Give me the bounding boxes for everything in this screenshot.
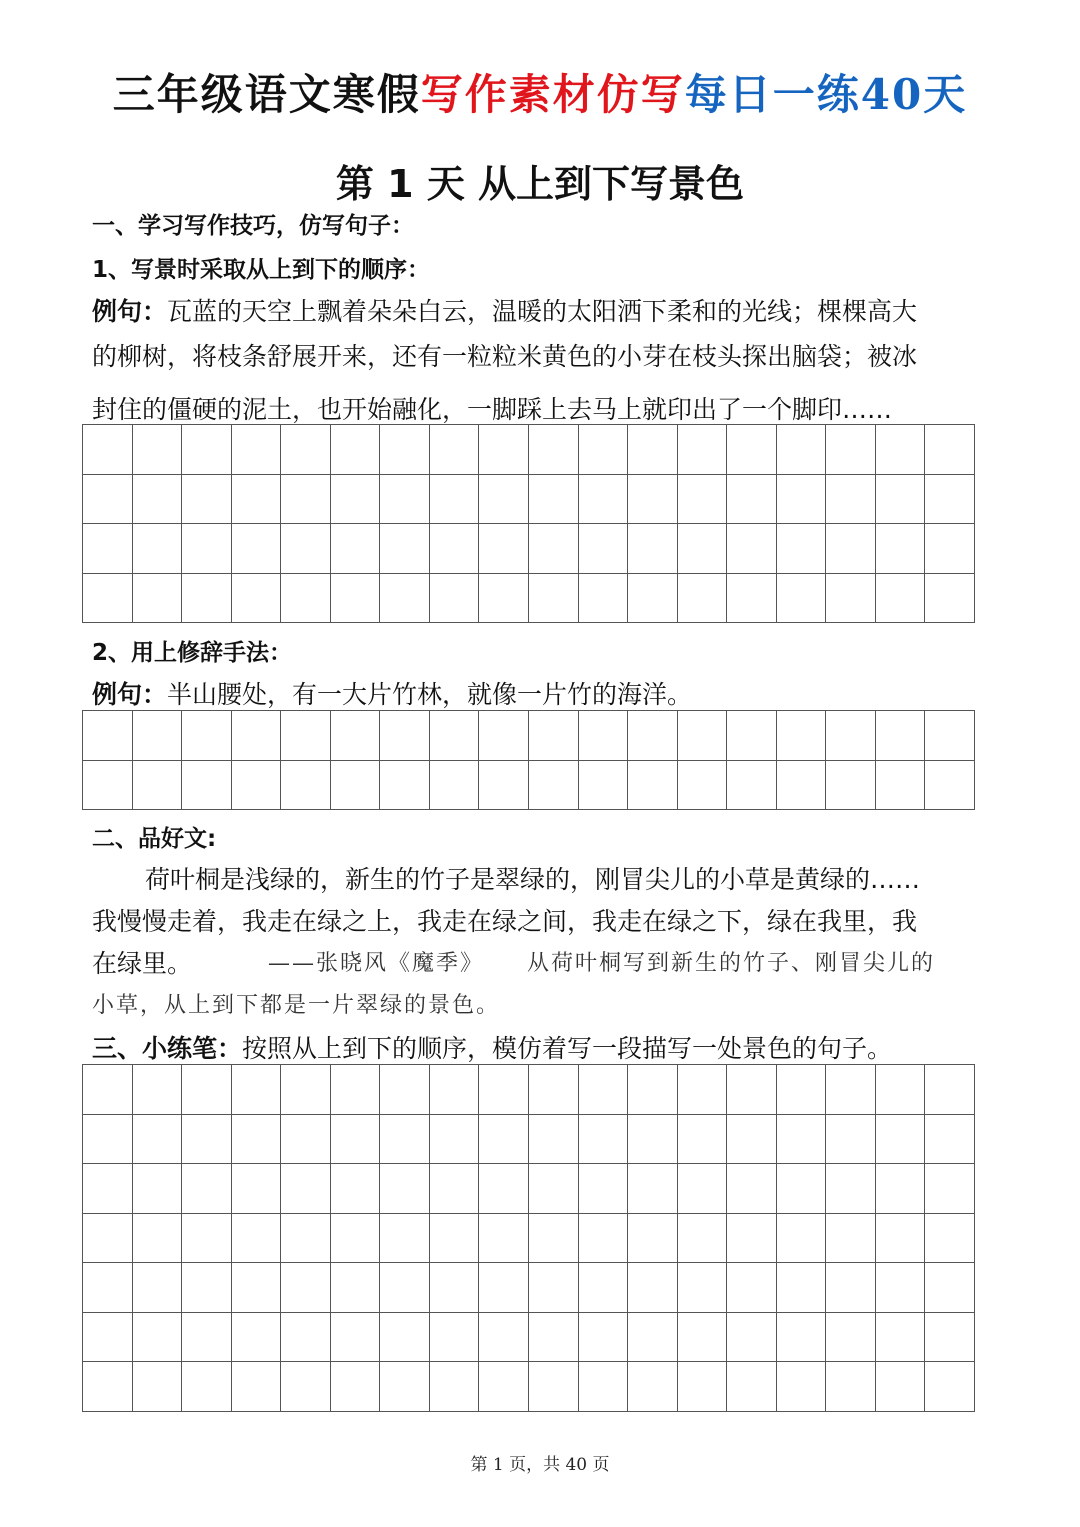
grid-cell[interactable] bbox=[182, 524, 232, 574]
example-label: 例句： bbox=[92, 680, 168, 709]
grid-cell[interactable] bbox=[380, 1214, 430, 1264]
grid-cell[interactable] bbox=[876, 475, 926, 525]
grid-cell[interactable] bbox=[430, 1164, 480, 1214]
grid-cell[interactable] bbox=[777, 1263, 827, 1313]
grid-cell[interactable] bbox=[83, 1164, 133, 1214]
writing-grid-3[interactable] bbox=[82, 1064, 975, 1412]
grid-cell[interactable] bbox=[479, 1214, 529, 1264]
grid-cell[interactable] bbox=[133, 475, 183, 525]
grid-cell[interactable] bbox=[579, 1214, 629, 1264]
grid-cell[interactable] bbox=[777, 475, 827, 525]
grid-cell[interactable] bbox=[876, 1214, 926, 1264]
grid-cell[interactable] bbox=[380, 425, 430, 475]
grid-cell[interactable] bbox=[727, 761, 777, 811]
grid-cell[interactable] bbox=[826, 1065, 876, 1115]
grid-cell[interactable] bbox=[727, 1362, 777, 1412]
grid-cell[interactable] bbox=[529, 1362, 579, 1412]
grid-cell[interactable] bbox=[579, 1263, 629, 1313]
grid-cell[interactable] bbox=[133, 1313, 183, 1363]
grid-cell[interactable] bbox=[529, 1065, 579, 1115]
grid-cell[interactable] bbox=[479, 574, 529, 624]
grid-cell[interactable] bbox=[83, 1362, 133, 1412]
grid-cell[interactable] bbox=[727, 1115, 777, 1165]
grid-cell[interactable] bbox=[678, 711, 728, 761]
grid-cell[interactable] bbox=[628, 1214, 678, 1264]
grid-cell[interactable] bbox=[678, 475, 728, 525]
grid-cell[interactable] bbox=[925, 1214, 975, 1264]
grid-cell[interactable] bbox=[232, 574, 282, 624]
grid-cell[interactable] bbox=[331, 1362, 381, 1412]
grid-cell[interactable] bbox=[826, 1164, 876, 1214]
grid-cell[interactable] bbox=[876, 524, 926, 574]
grid-cell[interactable] bbox=[380, 711, 430, 761]
grid-cell[interactable] bbox=[777, 524, 827, 574]
grid-cell[interactable] bbox=[529, 1115, 579, 1165]
grid-cell[interactable] bbox=[678, 1065, 728, 1115]
grid-cell[interactable] bbox=[826, 1263, 876, 1313]
grid-cell[interactable] bbox=[925, 425, 975, 475]
grid-cell[interactable] bbox=[678, 1313, 728, 1363]
grid-cell[interactable] bbox=[232, 475, 282, 525]
section2-heading: 二、品好文: bbox=[92, 826, 217, 852]
grid-cell[interactable] bbox=[281, 711, 331, 761]
grid-cell[interactable] bbox=[479, 1164, 529, 1214]
grid-cell[interactable] bbox=[133, 1214, 183, 1264]
grid-cell[interactable] bbox=[479, 475, 529, 525]
grid-cell[interactable] bbox=[628, 1115, 678, 1165]
grid-cell[interactable] bbox=[232, 425, 282, 475]
grid-cell[interactable] bbox=[826, 1214, 876, 1264]
grid-cell[interactable] bbox=[727, 1263, 777, 1313]
grid-cell[interactable] bbox=[727, 1065, 777, 1115]
section3-line bbox=[92, 1029, 892, 1065]
grid-cell[interactable] bbox=[133, 574, 183, 624]
grid-cell[interactable] bbox=[133, 761, 183, 811]
grid-cell[interactable] bbox=[777, 574, 827, 624]
commentary-line-2: 小草，从上到下都是一片翠绿的景色。 bbox=[92, 993, 501, 1018]
grid-cell[interactable] bbox=[182, 1313, 232, 1363]
grid-cell[interactable] bbox=[628, 711, 678, 761]
section3-instruction: 按照从上到下的顺序，模仿着写一段描写一处景色的句子。 bbox=[242, 1034, 893, 1063]
item2-example-line bbox=[92, 675, 692, 711]
grid-cell[interactable] bbox=[281, 761, 331, 811]
grid-cell[interactable] bbox=[430, 1313, 480, 1363]
grid-cell[interactable] bbox=[380, 1115, 430, 1165]
grid-cell[interactable] bbox=[678, 574, 728, 624]
grid-cell[interactable] bbox=[826, 1115, 876, 1165]
writing-grid-1[interactable] bbox=[82, 424, 975, 623]
grid-cell[interactable] bbox=[727, 425, 777, 475]
grid-cell[interactable] bbox=[628, 1313, 678, 1363]
grid-cell[interactable] bbox=[83, 761, 133, 811]
grid-cell[interactable] bbox=[281, 475, 331, 525]
grid-cell[interactable] bbox=[529, 1313, 579, 1363]
grid-cell[interactable] bbox=[529, 425, 579, 475]
grid-cell[interactable] bbox=[628, 1065, 678, 1115]
grid-cell[interactable] bbox=[380, 524, 430, 574]
grid-cell[interactable] bbox=[479, 1115, 529, 1165]
grid-cell[interactable] bbox=[281, 1362, 331, 1412]
grid-cell[interactable] bbox=[876, 1164, 926, 1214]
grid-cell[interactable] bbox=[83, 524, 133, 574]
grid-cell[interactable] bbox=[925, 1313, 975, 1363]
grid-cell[interactable] bbox=[628, 1362, 678, 1412]
grid-cell[interactable] bbox=[232, 1164, 282, 1214]
grid-cell[interactable] bbox=[579, 524, 629, 574]
grid-cell[interactable] bbox=[925, 1362, 975, 1412]
grid-cell[interactable] bbox=[529, 1164, 579, 1214]
example-text: 半山腰处，有一大片竹林，就像一片竹的海洋。 bbox=[167, 680, 693, 709]
grid-cell[interactable] bbox=[777, 761, 827, 811]
grid-cell[interactable] bbox=[876, 1115, 926, 1165]
grid-cell[interactable] bbox=[826, 574, 876, 624]
grid-cell[interactable] bbox=[727, 711, 777, 761]
grid-cell[interactable] bbox=[331, 574, 381, 624]
grid-cell[interactable] bbox=[727, 574, 777, 624]
grid-cell[interactable] bbox=[331, 761, 381, 811]
grid-cell[interactable] bbox=[83, 1065, 133, 1115]
title-part-2: 写作素材仿写 bbox=[420, 70, 685, 119]
section1-heading: 一、学习写作技巧，仿写句子： bbox=[92, 213, 414, 239]
grid-cell[interactable] bbox=[628, 1164, 678, 1214]
grid-cell[interactable] bbox=[232, 761, 282, 811]
grid-cell[interactable] bbox=[777, 1065, 827, 1115]
grid-cell[interactable] bbox=[133, 711, 183, 761]
grid-cell[interactable] bbox=[281, 1214, 331, 1264]
day-title: 第 1 天 从上到下写景色 bbox=[335, 162, 745, 206]
grid-cell[interactable] bbox=[826, 425, 876, 475]
grid-cell[interactable] bbox=[281, 1115, 331, 1165]
grid-cell[interactable] bbox=[876, 761, 926, 811]
title-part-1: 三年级语文寒假 bbox=[112, 70, 421, 119]
grid-cell[interactable] bbox=[925, 711, 975, 761]
example-label: 例句： bbox=[92, 297, 168, 326]
grid-cell[interactable] bbox=[529, 1214, 579, 1264]
grid-cell[interactable] bbox=[777, 425, 827, 475]
grid-cell[interactable] bbox=[826, 475, 876, 525]
grid-cell[interactable] bbox=[876, 1065, 926, 1115]
grid-cell[interactable] bbox=[678, 524, 728, 574]
grid-cell[interactable] bbox=[430, 475, 480, 525]
grid-cell[interactable] bbox=[529, 711, 579, 761]
grid-cell[interactable] bbox=[479, 425, 529, 475]
grid-cell[interactable] bbox=[380, 475, 430, 525]
grid-cell[interactable] bbox=[479, 1263, 529, 1313]
grid-cell[interactable] bbox=[182, 1065, 232, 1115]
grid-cell[interactable] bbox=[678, 1362, 728, 1412]
grid-cell[interactable] bbox=[232, 1065, 282, 1115]
grid-cell[interactable] bbox=[628, 1263, 678, 1313]
grid-cell[interactable] bbox=[777, 1313, 827, 1363]
grid-cell[interactable] bbox=[628, 761, 678, 811]
title-part-3: 每日一练40天 bbox=[684, 70, 968, 119]
grid-cell[interactable] bbox=[83, 475, 133, 525]
grid-cell[interactable] bbox=[529, 574, 579, 624]
grid-cell[interactable] bbox=[430, 1263, 480, 1313]
grid-cell[interactable] bbox=[281, 425, 331, 475]
grid-cell[interactable] bbox=[182, 1214, 232, 1264]
grid-cell[interactable] bbox=[331, 475, 381, 525]
grid-cell[interactable] bbox=[876, 1313, 926, 1363]
example-text: 瓦蓝的天空上飘着朵朵白云，温暖的太阳洒下柔和的光线；棵棵高大 bbox=[167, 297, 918, 326]
grid-cell[interactable] bbox=[83, 1214, 133, 1264]
grid-cell[interactable] bbox=[281, 524, 331, 574]
grid-cell[interactable] bbox=[182, 1263, 232, 1313]
grid-cell[interactable] bbox=[579, 1164, 629, 1214]
grid-cell[interactable] bbox=[430, 425, 480, 475]
grid-cell[interactable] bbox=[83, 1313, 133, 1363]
grid-cell[interactable] bbox=[479, 1065, 529, 1115]
grid-cell[interactable] bbox=[331, 524, 381, 574]
grid-cell[interactable] bbox=[182, 1164, 232, 1214]
grid-cell[interactable] bbox=[182, 475, 232, 525]
grid-cell[interactable] bbox=[678, 761, 728, 811]
grid-cell[interactable] bbox=[430, 1362, 480, 1412]
grid-cell[interactable] bbox=[925, 1065, 975, 1115]
grid-cell[interactable] bbox=[331, 1164, 381, 1214]
grid-cell[interactable] bbox=[83, 1263, 133, 1313]
grid-cell[interactable] bbox=[232, 1115, 282, 1165]
grid-cell[interactable] bbox=[83, 425, 133, 475]
grid-cell[interactable] bbox=[331, 1263, 381, 1313]
grid-cell[interactable] bbox=[182, 711, 232, 761]
passage-line-3: 在绿里。 bbox=[92, 949, 193, 978]
grid-cell[interactable] bbox=[678, 1115, 728, 1165]
grid-cell[interactable] bbox=[876, 425, 926, 475]
grid-cell[interactable] bbox=[133, 1115, 183, 1165]
grid-cell[interactable] bbox=[430, 1065, 480, 1115]
grid-cell[interactable] bbox=[479, 1313, 529, 1363]
grid-cell[interactable] bbox=[232, 1263, 282, 1313]
grid-cell[interactable] bbox=[777, 1214, 827, 1264]
page-number: 第 1 页，共 40 页 bbox=[470, 1455, 610, 1475]
grid-cell[interactable] bbox=[83, 711, 133, 761]
grid-cell[interactable] bbox=[925, 761, 975, 811]
grid-cell[interactable] bbox=[678, 1214, 728, 1264]
grid-cell[interactable] bbox=[579, 475, 629, 525]
grid-cell[interactable] bbox=[83, 574, 133, 624]
grid-cell[interactable] bbox=[628, 475, 678, 525]
grid-cell[interactable] bbox=[430, 574, 480, 624]
grid-cell[interactable] bbox=[133, 524, 183, 574]
grid-cell[interactable] bbox=[579, 711, 629, 761]
grid-cell[interactable] bbox=[331, 1115, 381, 1165]
grid-cell[interactable] bbox=[777, 1164, 827, 1214]
grid-cell[interactable] bbox=[331, 1214, 381, 1264]
passage-attribution: ——张晓风《魔季》 bbox=[268, 951, 485, 976]
grid-cell[interactable] bbox=[133, 1362, 183, 1412]
grid-cell[interactable] bbox=[232, 1313, 282, 1363]
passage-line-1: 荷叶桐是浅绿的，新生的竹子是翠绿的，刚冒尖儿的小草是黄绿的…… bbox=[145, 865, 921, 894]
grid-cell[interactable] bbox=[628, 425, 678, 475]
grid-cell[interactable] bbox=[133, 1065, 183, 1115]
item2-heading: 2、用上修辞手法： bbox=[92, 640, 293, 666]
grid-cell[interactable] bbox=[182, 1115, 232, 1165]
grid-cell[interactable] bbox=[380, 1065, 430, 1115]
grid-cell[interactable] bbox=[133, 425, 183, 475]
grid-cell[interactable] bbox=[380, 574, 430, 624]
grid-cell[interactable] bbox=[628, 524, 678, 574]
grid-cell[interactable] bbox=[727, 475, 777, 525]
grid-cell[interactable] bbox=[479, 524, 529, 574]
grid-cell[interactable] bbox=[925, 524, 975, 574]
commentary-line-1: 从荷叶桐写到新生的竹子、刚冒尖儿的 bbox=[527, 951, 936, 976]
grid-cell[interactable] bbox=[380, 1313, 430, 1363]
grid-cell[interactable] bbox=[579, 1362, 629, 1412]
grid-cell[interactable] bbox=[925, 1263, 975, 1313]
passage-line-2: 我慢慢走着，我走在绿之上，我走在绿之间，我走在绿之下，绿在我里，我 bbox=[92, 907, 918, 936]
grid-cell[interactable] bbox=[826, 1362, 876, 1412]
grid-cell[interactable] bbox=[380, 1164, 430, 1214]
grid-cell[interactable] bbox=[430, 1115, 480, 1165]
grid-cell[interactable] bbox=[133, 1164, 183, 1214]
grid-cell[interactable] bbox=[678, 1164, 728, 1214]
grid-cell[interactable] bbox=[826, 1313, 876, 1363]
grid-cell[interactable] bbox=[678, 1263, 728, 1313]
grid-cell[interactable] bbox=[925, 574, 975, 624]
grid-cell[interactable] bbox=[232, 524, 282, 574]
grid-cell[interactable] bbox=[281, 574, 331, 624]
grid-cell[interactable] bbox=[727, 1164, 777, 1214]
grid-cell[interactable] bbox=[281, 1263, 331, 1313]
grid-cell[interactable] bbox=[430, 524, 480, 574]
grid-cell[interactable] bbox=[182, 1362, 232, 1412]
grid-cell[interactable] bbox=[678, 425, 728, 475]
grid-cell[interactable] bbox=[182, 574, 232, 624]
grid-cell[interactable] bbox=[281, 1164, 331, 1214]
grid-cell[interactable] bbox=[281, 1313, 331, 1363]
grid-cell[interactable] bbox=[777, 1362, 827, 1412]
grid-cell[interactable] bbox=[876, 574, 926, 624]
grid-cell[interactable] bbox=[876, 1263, 926, 1313]
grid-cell[interactable] bbox=[925, 475, 975, 525]
item1-heading: 1、写景时采取从上到下的顺序： bbox=[92, 257, 431, 283]
grid-cell[interactable] bbox=[777, 1115, 827, 1165]
grid-cell[interactable] bbox=[430, 1214, 480, 1264]
grid-cell[interactable] bbox=[529, 524, 579, 574]
grid-cell[interactable] bbox=[232, 711, 282, 761]
section3-heading: 三、小练笔： bbox=[92, 1034, 243, 1063]
grid-cell[interactable] bbox=[331, 1313, 381, 1363]
grid-cell[interactable] bbox=[133, 1263, 183, 1313]
grid-cell[interactable] bbox=[727, 1313, 777, 1363]
grid-cell[interactable] bbox=[579, 761, 629, 811]
grid-cell[interactable] bbox=[925, 1164, 975, 1214]
grid-cell[interactable] bbox=[826, 711, 876, 761]
grid-cell[interactable] bbox=[579, 1065, 629, 1115]
grid-cell[interactable] bbox=[232, 1362, 282, 1412]
grid-cell[interactable] bbox=[727, 524, 777, 574]
item1-example-line-1 bbox=[92, 292, 917, 328]
grid-cell[interactable] bbox=[826, 761, 876, 811]
grid-cell[interactable] bbox=[579, 1313, 629, 1363]
grid-cell[interactable] bbox=[331, 711, 381, 761]
grid-cell[interactable] bbox=[380, 761, 430, 811]
grid-cell[interactable] bbox=[430, 711, 480, 761]
grid-cell[interactable] bbox=[826, 524, 876, 574]
writing-grid-2[interactable] bbox=[82, 710, 975, 810]
grid-cell[interactable] bbox=[479, 1362, 529, 1412]
grid-cell[interactable] bbox=[479, 761, 529, 811]
grid-cell[interactable] bbox=[182, 425, 232, 475]
grid-cell[interactable] bbox=[579, 574, 629, 624]
grid-cell[interactable] bbox=[182, 761, 232, 811]
grid-cell[interactable] bbox=[232, 1214, 282, 1264]
grid-cell[interactable] bbox=[331, 1065, 381, 1115]
grid-cell[interactable] bbox=[876, 1362, 926, 1412]
grid-cell[interactable] bbox=[479, 711, 529, 761]
grid-cell[interactable] bbox=[83, 1115, 133, 1165]
grid-cell[interactable] bbox=[579, 1115, 629, 1165]
grid-cell[interactable] bbox=[777, 711, 827, 761]
grid-cell[interactable] bbox=[579, 425, 629, 475]
grid-cell[interactable] bbox=[727, 1214, 777, 1264]
grid-cell[interactable] bbox=[529, 761, 579, 811]
page-title bbox=[0, 62, 1080, 122]
grid-cell[interactable] bbox=[628, 574, 678, 624]
grid-cell[interactable] bbox=[876, 711, 926, 761]
grid-cell[interactable] bbox=[925, 1115, 975, 1165]
grid-cell[interactable] bbox=[331, 425, 381, 475]
grid-cell[interactable] bbox=[281, 1065, 331, 1115]
grid-cell[interactable] bbox=[430, 761, 480, 811]
grid-cell[interactable] bbox=[529, 475, 579, 525]
item1-example-line-2: 的柳树，将枝条舒展开来，还有一粒粒米黄色的小芽在枝头探出脑袋；被冰 bbox=[92, 342, 918, 371]
grid-cell[interactable] bbox=[529, 1263, 579, 1313]
grid-cell[interactable] bbox=[380, 1263, 430, 1313]
item1-example-line-3: 封住的僵硬的泥土，也开始融化，一脚踩上去马上就印出了一个脚印…… bbox=[92, 395, 893, 424]
grid-cell[interactable] bbox=[380, 1362, 430, 1412]
